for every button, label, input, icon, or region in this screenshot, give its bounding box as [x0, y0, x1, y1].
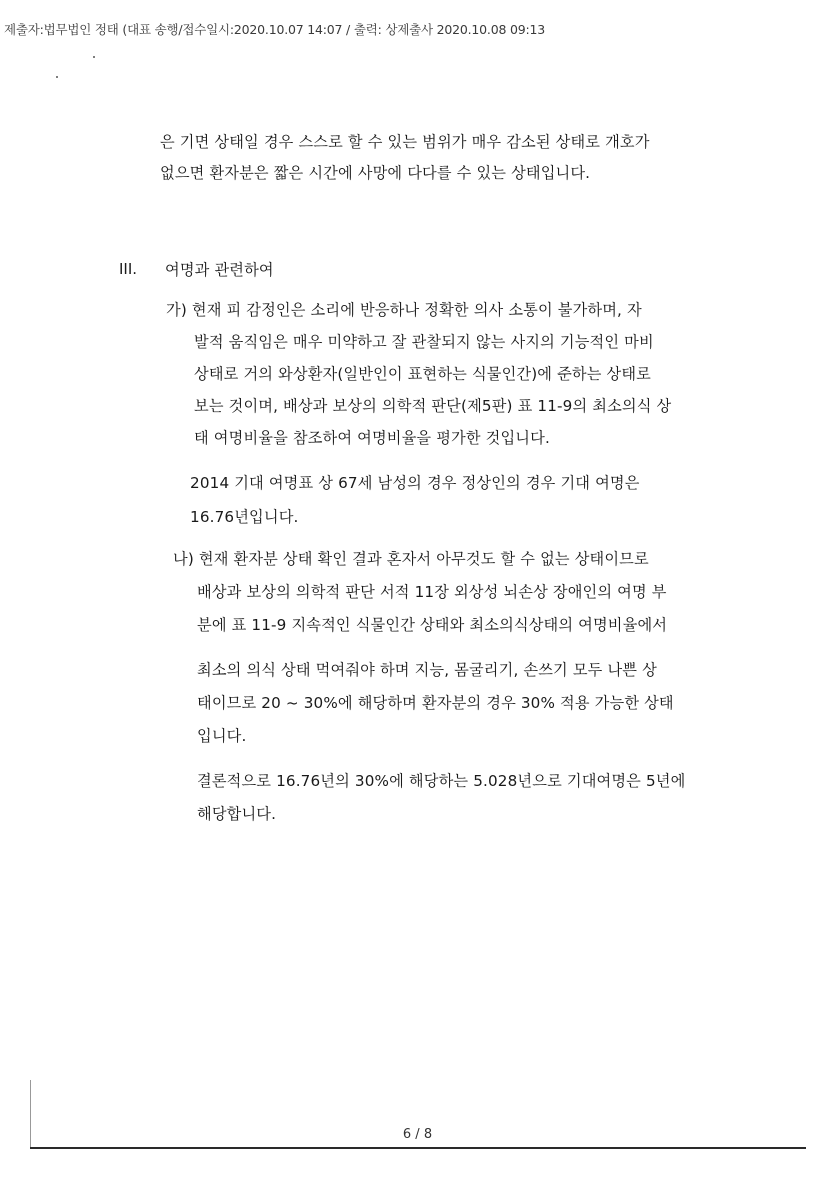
text-line: 결론적으로 16.76년의 30%에 해당하는 5.028년으로 기대여명은 5년에	[197, 772, 686, 790]
text-line: 상태로 거의 와상환자(일반인이 표현하는 식물인간)에 준하는 상태로	[194, 365, 652, 383]
page-number: 6 / 8	[402, 1127, 433, 1142]
text-line: 해당합니다.	[197, 805, 277, 823]
text-line: 2014 기대 여명표 상 67세 남성의 경우 정상인의 경우 기대 여명은	[190, 474, 640, 492]
text-line: 태이므로 20 ~ 30%에 해당하며 환자분의 경우 30% 적용 가능한 상태	[197, 694, 674, 712]
scan-speck	[93, 56, 95, 58]
text-line: 입니다.	[197, 727, 247, 745]
text-line: 발적 움직임은 매우 미약하고 잘 관찰되지 않는 사지의 기능적인 마비	[194, 333, 654, 351]
text-line: 없으면 환자분은 짧은 시간에 사망에 다다를 수 있는 상태입니다.	[160, 164, 591, 182]
text-line: 최소의 의식 상태 먹여줘야 하며 지능, 몸굴리기, 손쓰기 모두 나쁜 상	[197, 661, 657, 679]
section-title: 여명과 관련하여	[165, 261, 274, 279]
text-line: 배상과 보상의 의학적 판단 서적 11장 외상성 뇌손상 장애인의 여명 부	[197, 583, 667, 601]
footer-rule	[30, 1147, 806, 1149]
text-line: 분에 표 11-9 지속적인 식물인간 상태와 최소의식상태의 여명비율에서	[197, 616, 668, 634]
text-line: 태 여명비율을 참조하여 여명비율을 평가한 것입니다.	[194, 429, 550, 447]
header-stamp: 제출자:법무법인 정태 (대표 송행/접수일시:2020.10.07 14:07 / 출력: 상제출사 2020.10.08 09:13	[4, 22, 546, 37]
text-line: 나) 현재 환자분 상태 확인 결과 혼자서 아무것도 할 수 없는 상태이므로	[173, 550, 649, 568]
section-number: III.	[119, 260, 138, 278]
text-line: 은 기면 상태일 경우 스스로 할 수 있는 범위가 매우 감소된 상태로 개호가	[160, 133, 650, 151]
scan-speck	[56, 76, 58, 78]
text-line: 16.76년입니다.	[190, 508, 299, 526]
text-line: 보는 것이며, 배상과 보상의 의학적 판단(제5판) 표 11-9의 최소의식 상	[194, 397, 672, 415]
text-line: 가) 현재 피 감정인은 소리에 반응하나 정확한 의사 소통이 불가하며, 자	[166, 301, 642, 319]
